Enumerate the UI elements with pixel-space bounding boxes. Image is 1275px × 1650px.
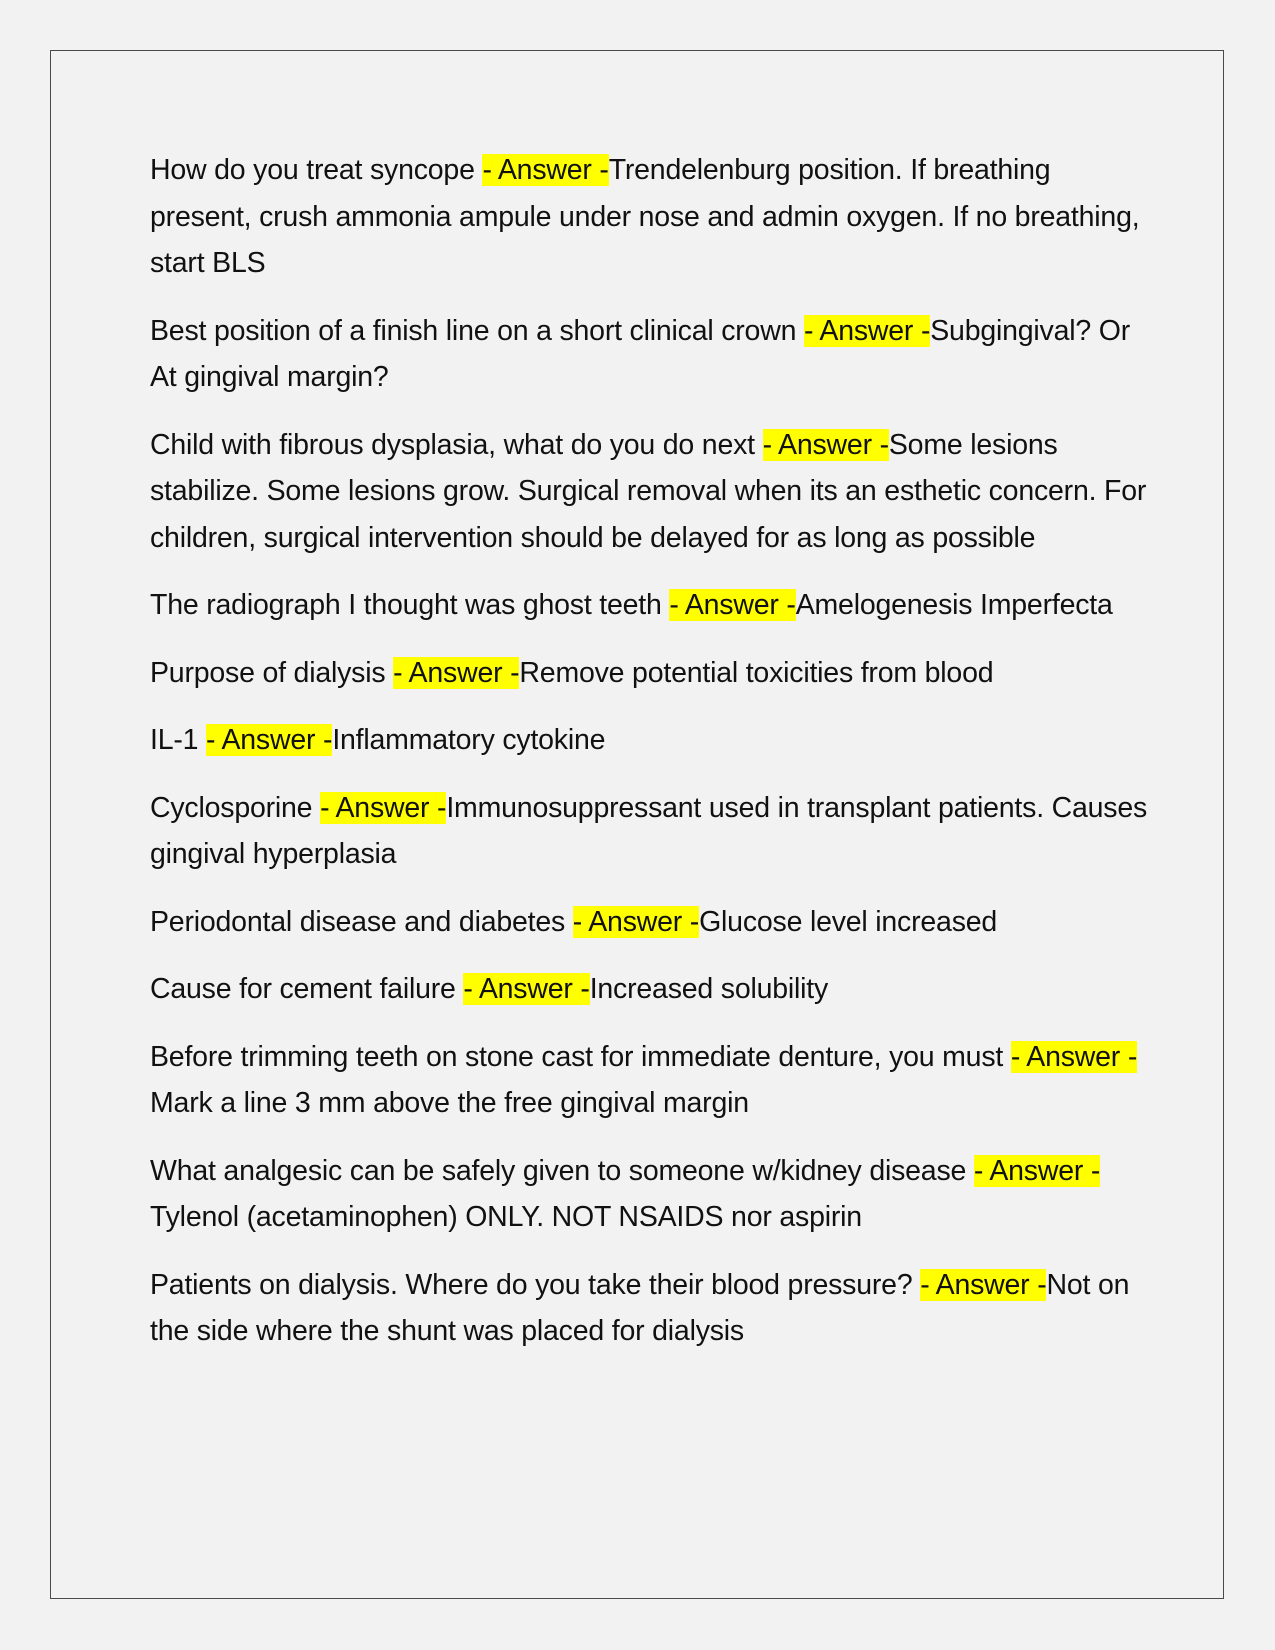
answer-marker: - Answer - <box>482 154 609 186</box>
qa-item-11 <box>150 1148 1150 1241</box>
question-text: IL-1 <box>150 724 207 756</box>
answer-text: Inflammatory cytokine <box>332 724 606 756</box>
answer-marker: - Answer - <box>572 905 700 938</box>
qa-item-1 <box>150 147 1150 287</box>
answer-marker: - Answer - <box>463 973 590 1005</box>
question-text: Purpose of dialysis <box>150 656 394 689</box>
qa-item-2 <box>150 308 1150 401</box>
question-text: Patients on dialysis. Where do you take their blood pressure? <box>150 1268 921 1301</box>
answer-text: Some lesions stabilize. Some lesions grow. Surgical removal when its an esthetic concern. For children, surgical intervention should be delayed for as long as possible <box>150 428 1147 554</box>
answer-text: Tylenol (acetaminophen) ONLY. NOT NSAIDS nor aspirin <box>150 1201 862 1233</box>
qa-item-8 <box>150 899 1150 946</box>
answer-marker: - Answer - <box>393 656 520 689</box>
answer-text: Increased solubility <box>589 973 829 1005</box>
qa-item-7 <box>150 785 1150 878</box>
question-text: Best position of a finish line on a short clinical crown <box>150 314 804 347</box>
question-text: What analgesic can be safely given to someone w/kidney disease <box>150 1154 974 1187</box>
answer-marker: - Answer - <box>1010 1040 1138 1073</box>
answer-text: Glucose level increased <box>699 905 998 938</box>
question-text: How do you treat syncope <box>150 154 483 186</box>
answer-marker: - Answer - <box>669 589 796 621</box>
qa-item-5 <box>150 650 1150 697</box>
question-text: Child with fibrous dysplasia, what do you do next <box>150 428 763 461</box>
answer-text: Amelogenesis Imperfecta <box>795 589 1113 621</box>
question-text: Cyclosporine <box>150 791 321 824</box>
qa-item-4 <box>150 582 1150 629</box>
qa-item-10 <box>150 1034 1150 1127</box>
answer-marker: - Answer - <box>320 791 447 824</box>
qa-item-9 <box>150 966 1150 1013</box>
document-body <box>150 147 1150 1376</box>
answer-text: Trendelenburg position. If breathing present, crush ammonia ampule under nose and admin oxygen. If no breathing, start BLS <box>150 154 1140 279</box>
qa-item-3 <box>150 422 1150 562</box>
question-text: Periodontal disease and diabetes <box>150 905 573 938</box>
answer-text: Remove potential toxicities from blood <box>519 656 994 689</box>
answer-marker: - Answer - <box>206 724 333 756</box>
answer-text: Subgingival? Or At gingival margin? <box>150 314 1131 393</box>
question-text: The radiograph I thought was ghost teeth <box>150 589 670 621</box>
question-text: Cause for cement failure <box>150 973 464 1005</box>
answer-text: Immunosuppressant used in transplant patients. Causes gingival hyperplasia <box>150 791 1148 870</box>
qa-item-6 <box>150 717 1150 764</box>
answer-marker: - Answer - <box>803 314 931 347</box>
answer-marker: - Answer - <box>762 428 889 461</box>
answer-marker: - Answer - <box>973 1154 1101 1187</box>
answer-text: Mark a line 3 mm above the free gingival margin <box>150 1087 749 1119</box>
answer-marker: - Answer - <box>920 1268 1047 1301</box>
answer-text: Not on the side where the shunt was placed for dialysis <box>150 1268 1130 1347</box>
qa-item-12 <box>150 1262 1150 1355</box>
question-text: Before trimming teeth on stone cast for immediate denture, you must <box>150 1040 1011 1073</box>
